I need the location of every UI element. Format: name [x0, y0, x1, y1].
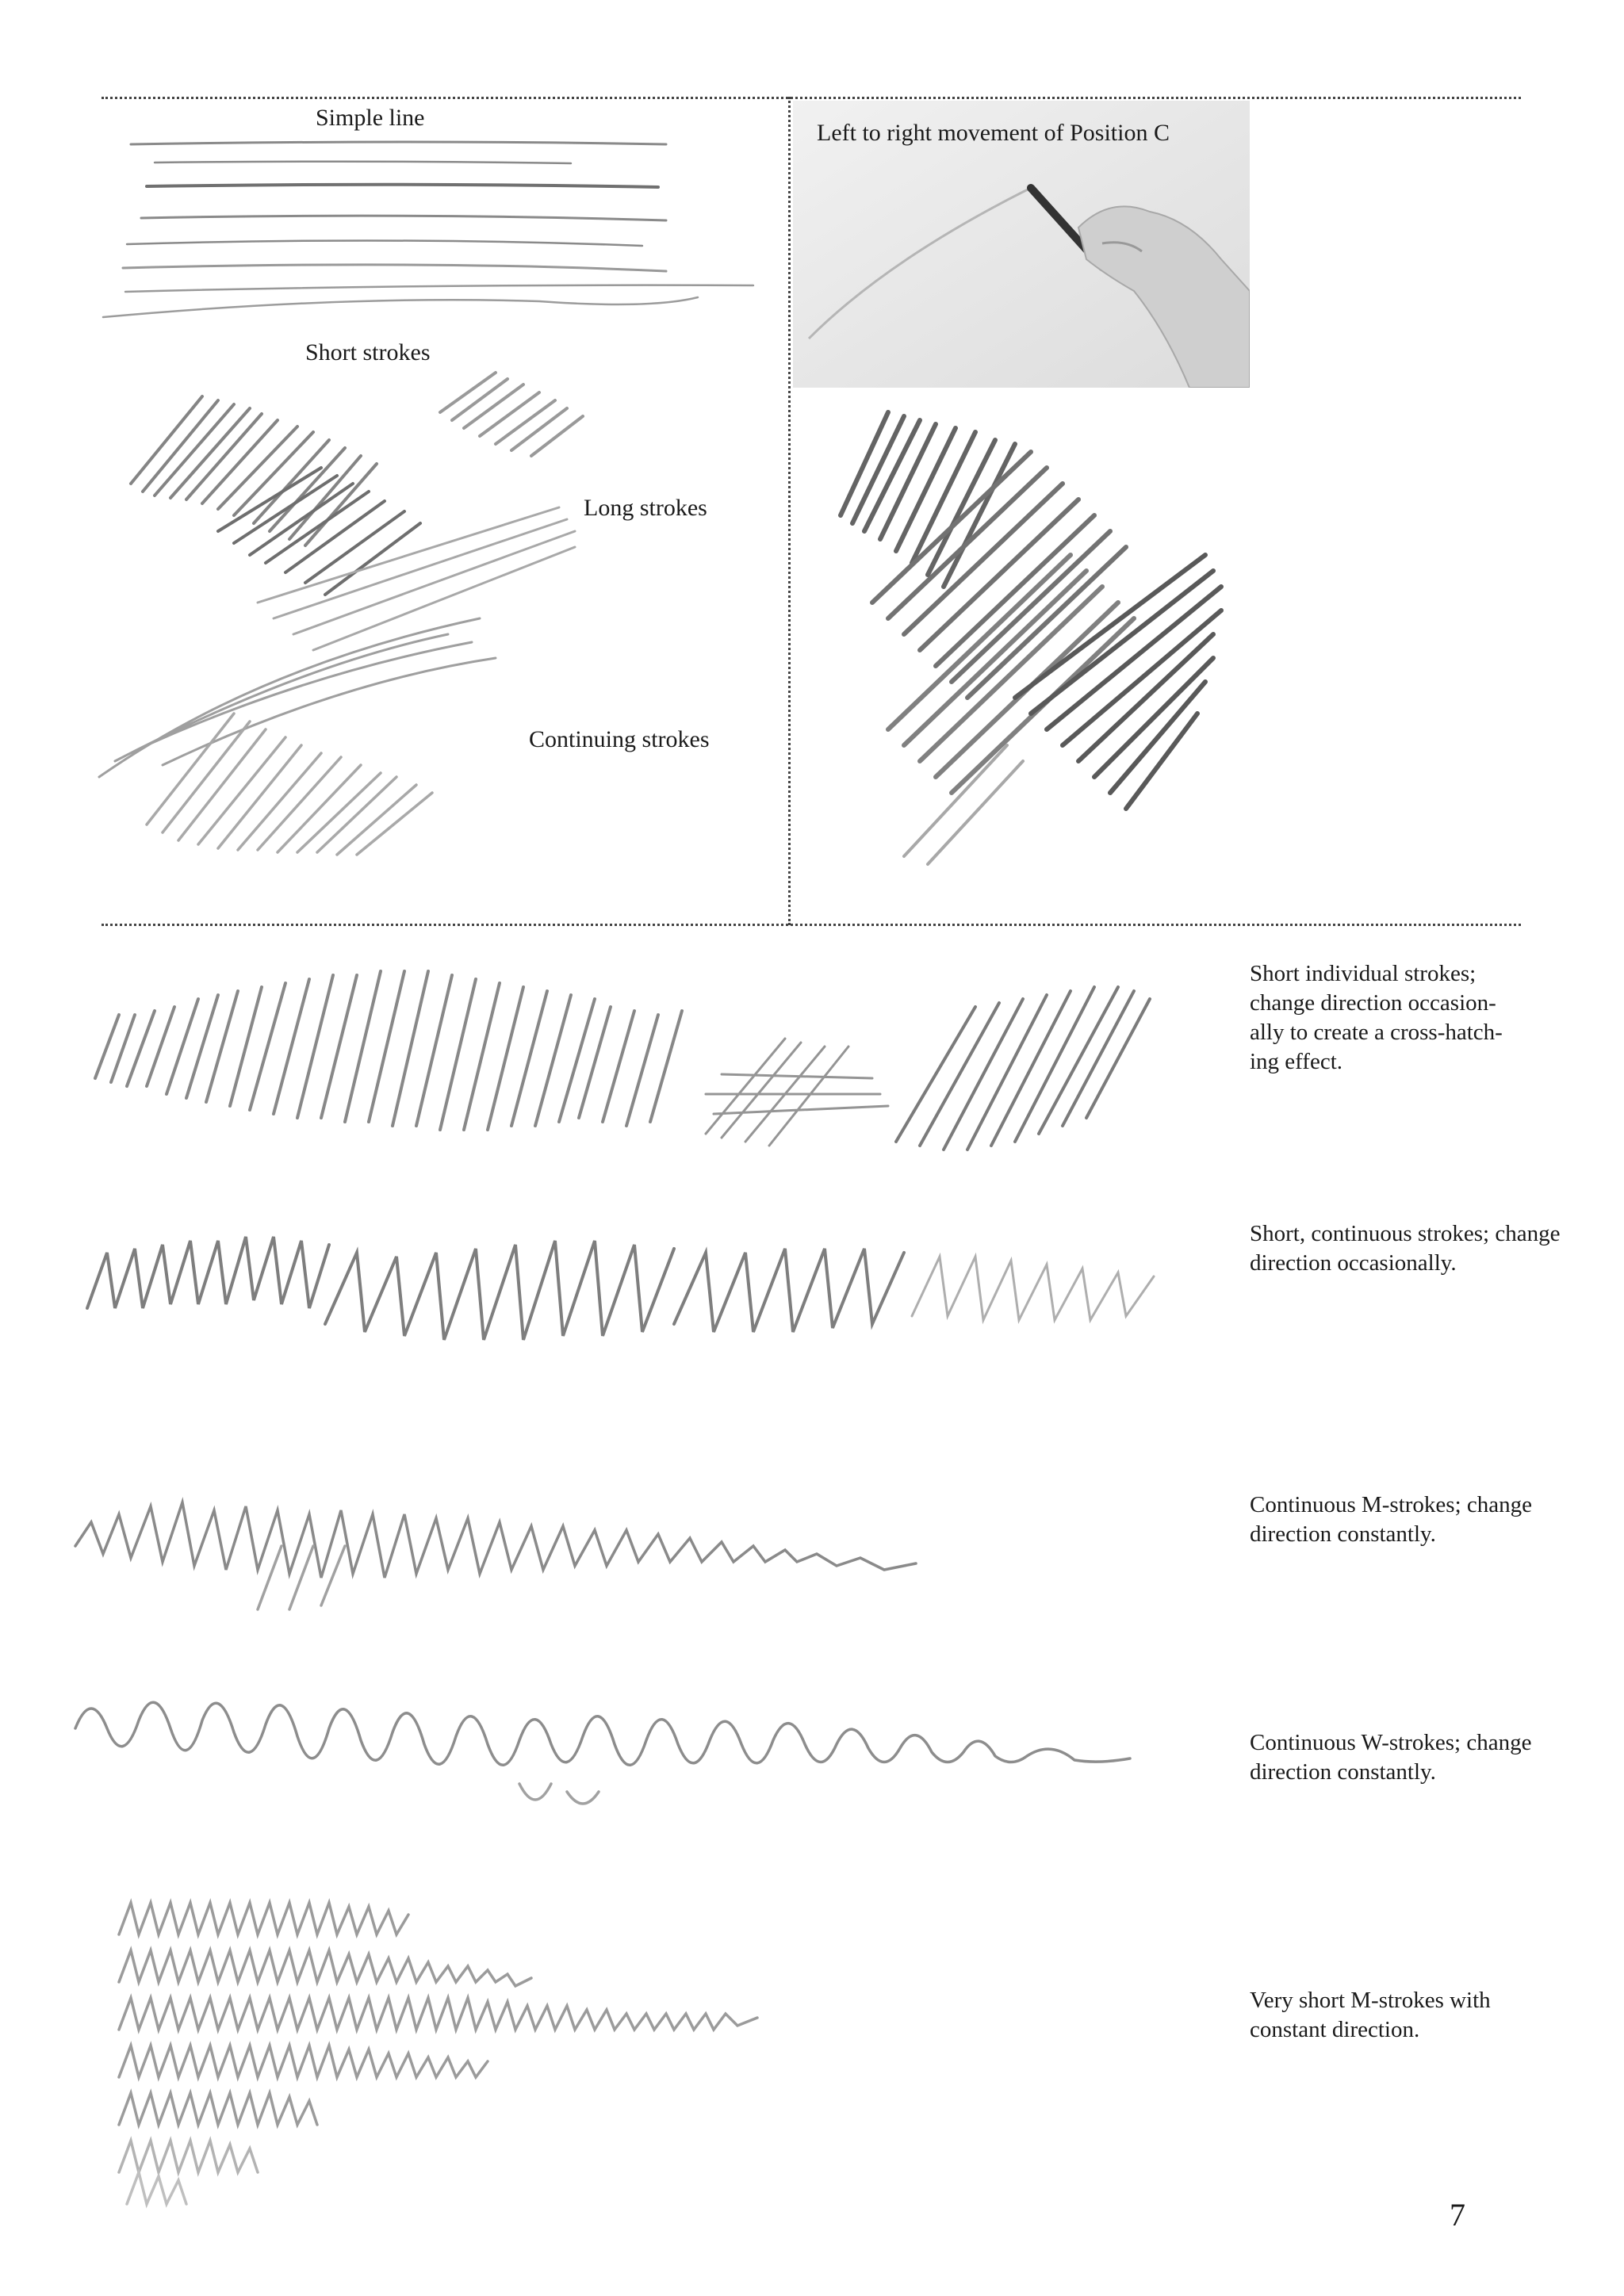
hand-position-photo: [793, 101, 1250, 388]
very-short-m-strokes-sketch: [103, 1887, 896, 2220]
position-c-hatch-sketch: [809, 396, 1253, 888]
w-strokes-sketch: [75, 1665, 1170, 1823]
long-strokes-label: Long strokes: [584, 495, 707, 521]
caption-very-short-m: Very short M-strokes with constant direction.: [1250, 1988, 1491, 2042]
middle-divider: [102, 924, 1521, 926]
photo-caption: Left to right movement of Position C: [817, 120, 1170, 146]
short-individual-strokes-sketch: [87, 936, 1245, 1189]
caption-w-strokes: Continuous W-strokes; change direction constantly.: [1250, 1730, 1532, 1785]
short-strokes-label: Short strokes: [305, 339, 431, 365]
stroke-types-sketch: [99, 365, 654, 880]
simple-line-sketch: [95, 127, 761, 333]
top-divider: [102, 97, 1521, 99]
simple-line-label: Simple line: [316, 105, 425, 131]
page-number: 7: [1450, 2197, 1465, 2233]
continuing-strokes-label: Continuing strokes: [529, 726, 710, 752]
vertical-divider: [788, 97, 791, 925]
caption-m-strokes: Continuous M-strokes; change direction constantly.: [1250, 1492, 1533, 1547]
short-continuous-strokes-sketch: [87, 1205, 1245, 1395]
m-strokes-sketch: [75, 1490, 1027, 1633]
caption-short-continuous: Short, continuous strokes; change direction occasionally.: [1250, 1221, 1561, 1276]
caption-short-individual: Short individual strokes; change direction occasion- ally to create a cross-hatch- ing effect.: [1250, 961, 1503, 1074]
